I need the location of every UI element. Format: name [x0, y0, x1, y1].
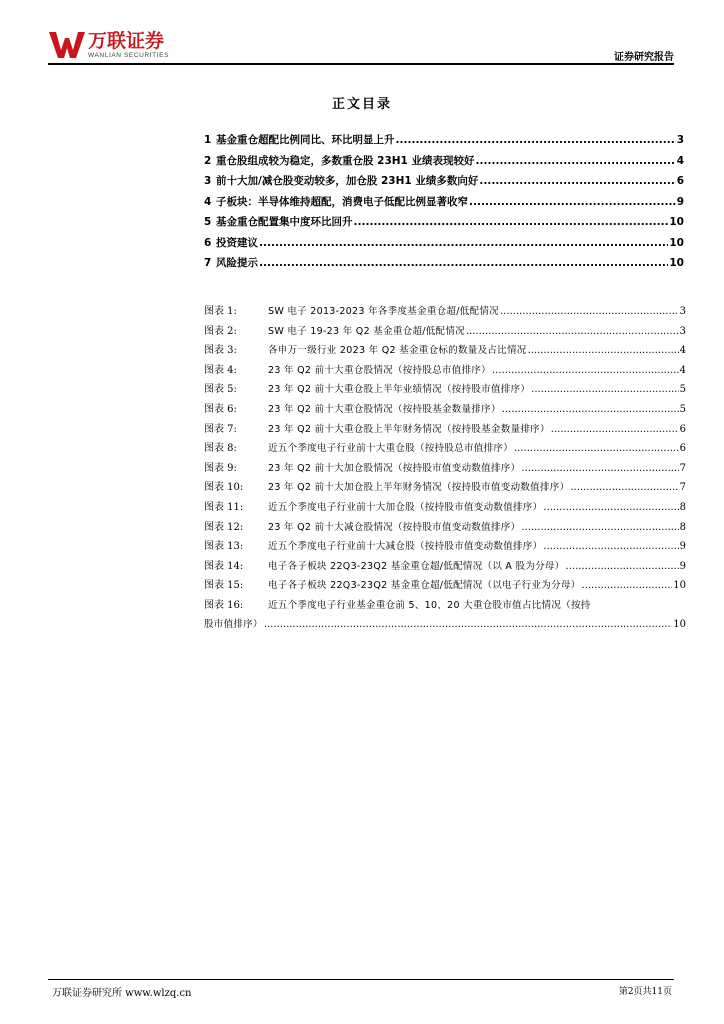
figure-entry-label: 近五个季度电子行业前十大重仓股（按持股总市值排序） — [268, 443, 514, 455]
toc-leader-dots — [396, 134, 676, 146]
figure-entry-id: 图表 8: — [204, 443, 237, 455]
figure-entry-page: 10 — [673, 580, 686, 592]
toc-leader-dots — [479, 175, 675, 187]
toc-entry-label: 风险提示 — [216, 257, 258, 269]
toc-entry[interactable] — [204, 214, 684, 235]
figure-entry-page: 8 — [679, 521, 686, 533]
company-logo — [48, 30, 169, 60]
toc-entry-number: 1 — [204, 134, 212, 146]
toc-entry-label: 基金重仓超配比例同比、环比明显上升 — [216, 134, 395, 146]
toc-leader-dots — [259, 237, 668, 249]
wanlian-logo-icon — [48, 30, 86, 60]
figure-entry-page: 6 — [679, 443, 686, 455]
figure-entry-id: 图表 11: — [204, 501, 244, 513]
figure-entry[interactable] — [204, 459, 686, 479]
figure-entry[interactable] — [204, 498, 686, 518]
toc-entry-page: 6 — [676, 175, 684, 187]
figure-entry-label: SW 电子 2013-2023 年各季度基金重仓超/低配情况 — [268, 306, 499, 317]
toc-title: 正文目录 — [331, 97, 392, 112]
footer-source: 万联证券研究所 www.wlzq.cn — [52, 988, 192, 999]
toc-leader-dots — [476, 155, 676, 167]
figure-entry-label: 23 年 Q2 前十大减仓股情况（按持股市值变动数值排序） — [268, 521, 521, 533]
toc-entry[interactable] — [204, 194, 684, 215]
figure-entry[interactable] — [204, 302, 686, 322]
figure-entry-label: 电子各子板块 22Q3-23Q2 基金重仓超/低配情况（以电子行业为分母） — [268, 580, 581, 592]
figure-entry-label: 23 年 Q2 前十大加仓股上半年财务情况（按持股市值变动数值排序） — [268, 482, 570, 494]
figure-leader-dots — [543, 502, 678, 513]
figure-leader-dots — [264, 619, 672, 630]
figure-entry-label: 电子各子板块 22Q3-23Q2 基金重仓超/低配情况（以 A 股为分母） — [268, 560, 565, 572]
figure-entry-label: 近五个季度电子行业前十大加仓股（按持股市值变动数值排序） — [268, 501, 543, 513]
figure-entry-page: 7 — [679, 462, 686, 474]
figure-leader-dots — [492, 365, 679, 376]
figure-leader-dots — [528, 345, 679, 356]
figure-entry-id: 图表 16: — [204, 599, 244, 611]
toc-entry-page: 10 — [669, 236, 684, 249]
figure-entry-label: 23 年 Q2 前十大重仓股上半年财务情况（按持股基金数量排序） — [268, 423, 550, 435]
toc-entry-number: 2 — [204, 154, 212, 167]
figure-entry-id: 图表 5: — [204, 384, 237, 396]
toc-entry-page: 3 — [676, 134, 684, 146]
figure-entry[interactable] — [204, 380, 686, 400]
figure-entry-page: 5 — [679, 384, 686, 396]
toc-entry-label: 前十大加/减仓股变动较多，加仓股 23H1 业绩多数向好 — [216, 175, 479, 187]
figure-entry-label: 各申万一级行业 2023 年 Q2 基金重仓标的数量及占比情况 — [268, 345, 527, 357]
figure-entry-label: 近五个季度电子行业前十大减仓股（按持股市值变动数值排序） — [268, 541, 543, 553]
toc-entry-page: 10 — [669, 216, 684, 228]
toc-entry-page: 10 — [669, 257, 684, 269]
figure-entry-page: 8 — [679, 501, 686, 513]
figure-entry-page: 4 — [679, 345, 686, 357]
figure-entry-id: 图表 6: — [204, 403, 237, 415]
figure-entry[interactable] — [204, 596, 686, 616]
figure-entry-label: 23 年 Q2 前十大重仓股情况（按持股基金数量排序） — [268, 403, 501, 415]
figure-entry-label: 近五个季度电子行业基金重仓前 5、10、20 大重仓股市值占比情况（按持 — [268, 599, 591, 611]
figure-entry[interactable] — [204, 518, 686, 538]
figure-entry[interactable] — [204, 557, 686, 577]
toc-entry-page: 4 — [676, 154, 684, 167]
toc-leader-dots — [259, 257, 668, 269]
figure-leader-dots — [531, 384, 678, 395]
figure-leader-dots — [466, 326, 679, 337]
figure-entry-page: 3 — [679, 306, 686, 317]
figure-entry-id: 图表 13: — [204, 541, 244, 553]
figure-entry-page: 10 — [673, 618, 686, 630]
footer-divider — [48, 979, 674, 980]
figure-entry-label-cont: 股市值排序） — [204, 618, 263, 630]
figure-entry[interactable] — [204, 361, 686, 381]
toc-entry[interactable] — [204, 153, 684, 174]
figure-entry-id: 图表 9: — [204, 462, 237, 474]
toc-entry-number: 4 — [204, 195, 212, 208]
header-divider — [48, 63, 674, 65]
logo-text — [88, 30, 169, 60]
toc-entry[interactable] — [204, 255, 684, 276]
figure-entry[interactable] — [204, 439, 686, 459]
figure-leader-dots — [521, 463, 678, 474]
report-type-label: 证券研究报告 — [614, 52, 674, 63]
figure-entry-id: 图表 2: — [204, 325, 237, 337]
figure-leader-dots — [521, 522, 678, 533]
figure-entry[interactable] — [204, 537, 686, 557]
figure-leader-dots — [502, 404, 679, 415]
toc-entry-number: 3 — [204, 175, 212, 187]
figure-entry-page: 7 — [679, 482, 686, 494]
figure-entry[interactable] — [204, 576, 686, 596]
toc-entry-label: 重仓股组成较为稳定，多数重仓股 23H1 业绩表现较好 — [216, 154, 475, 167]
figure-entry[interactable] — [204, 478, 686, 498]
footer-page-number: 第2页共11页 — [618, 987, 672, 997]
figure-entry-label: 23 年 Q2 前十大重仓股情况（按持股总市值排序） — [268, 364, 491, 376]
toc-entry[interactable] — [204, 132, 684, 153]
figure-leader-dots — [514, 443, 679, 454]
figure-entry-page: 9 — [679, 541, 686, 553]
figure-entry-id: 图表 4: — [204, 364, 237, 376]
figure-entry-page: 3 — [679, 325, 686, 337]
toc-entry-label: 基金重仓配置集中度环比回升 — [216, 216, 353, 228]
toc-entry[interactable] — [204, 235, 684, 256]
figure-entry[interactable] — [204, 400, 686, 420]
figure-leader-dots — [500, 306, 679, 317]
figure-entry[interactable] — [204, 322, 686, 342]
figure-leader-dots — [551, 424, 679, 435]
toc-entry-number: 6 — [204, 236, 212, 249]
figure-leader-dots — [566, 561, 679, 572]
figure-entry[interactable] — [204, 341, 686, 361]
figure-entry-label: SW 电子 19-23 年 Q2 基金重仓超/低配情况 — [268, 325, 465, 337]
toc-leader-dots — [354, 216, 669, 228]
toc-entry-page: 9 — [676, 195, 684, 208]
figure-entry-page: 5 — [679, 403, 686, 415]
figure-entry-page: 6 — [679, 423, 686, 435]
figure-entry-id: 图表 12: — [204, 521, 244, 533]
section-toc — [204, 132, 684, 276]
figure-leader-dots — [543, 541, 678, 552]
logo-chinese-name: 万联证券 — [88, 30, 165, 52]
page-header — [48, 30, 674, 64]
figure-entry-id: 图表 1: — [204, 306, 237, 317]
toc-entry-number: 5 — [204, 216, 212, 228]
toc-entry[interactable] — [204, 173, 684, 194]
figure-entry-id: 图表 14: — [204, 560, 244, 572]
figure-entry-label: 23 年 Q2 前十大重仓股上半年业绩情况（按持股市值排序） — [268, 384, 531, 396]
logo-english-name: WANLIAN SECURITIES — [88, 52, 169, 59]
figure-entry-id: 图表 3: — [204, 345, 237, 357]
figure-entry-label: 23 年 Q2 前十大加仓股情况（按持股市值变动数值排序） — [268, 462, 521, 474]
figure-entry[interactable] — [204, 420, 686, 440]
figure-leader-dots — [582, 580, 673, 591]
toc-leader-dots — [469, 196, 676, 208]
figure-entry-page: 9 — [679, 560, 686, 572]
figure-entry-page: 4 — [679, 364, 686, 376]
figure-list — [204, 302, 686, 635]
toc-entry-label: 子板块：半导体维持超配，消费电子低配比例显著收窄 — [216, 195, 468, 208]
figure-entry-id: 图表 15: — [204, 580, 244, 592]
figure-entry-id: 图表 10: — [204, 482, 244, 494]
figure-leader-dots — [570, 482, 678, 493]
figure-entry-continuation[interactable] — [204, 616, 686, 635]
toc-entry-label: 投资建议 — [216, 236, 258, 249]
figure-entry-id: 图表 7: — [204, 423, 237, 435]
toc-entry-number: 7 — [204, 257, 212, 269]
